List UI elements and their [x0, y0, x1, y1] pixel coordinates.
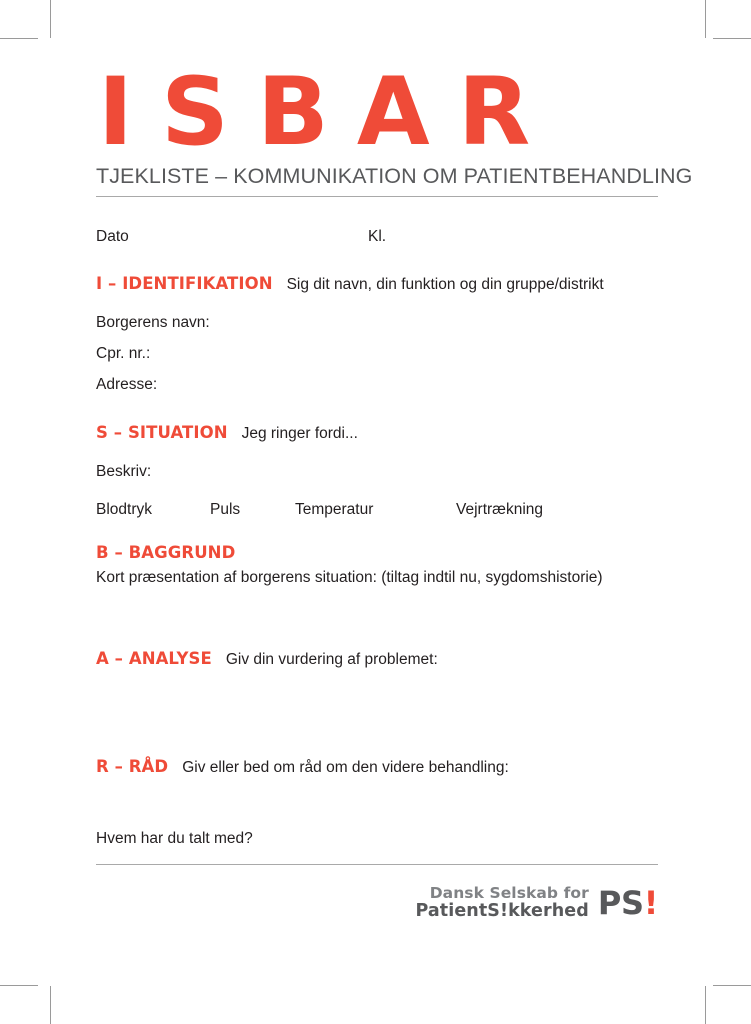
ps-logo [597, 884, 658, 923]
writing-space-analyse [96, 669, 658, 757]
field-beskriv: Beskriv: [96, 463, 152, 480]
crop-mark-bottom-right-horizontal [713, 985, 751, 986]
section-header-raad [96, 757, 658, 777]
crop-mark-bottom-left-horizontal [0, 985, 38, 986]
section-description-situation: Jeg ringer fordi... [241, 425, 358, 442]
section-description-raad: Giv eller bed om råd om den videre behandling: [182, 759, 509, 776]
writing-space-baggrund [96, 587, 658, 649]
field-borgerens-navn: Borgerens navn: [96, 314, 210, 331]
footer-logos [96, 885, 658, 922]
section-description-analyse: Giv din vurdering af problemet: [225, 651, 438, 668]
section-label-raad: R – RÅD [96, 757, 169, 776]
crop-mark-top-left-vertical [50, 0, 51, 38]
field-adresse: Adresse: [96, 376, 158, 393]
crop-mark-bottom-right-vertical [705, 986, 706, 1024]
footer-divider [96, 864, 658, 865]
vital-blodtryk: Blodtryk [96, 501, 152, 518]
isbar-form-sheet [96, 58, 693, 923]
section-body-baggrund: Kort præsentation af borgerens situation: (tiltag indtil nu, sygdomshistorie) [96, 569, 603, 586]
section-header-baggrund [96, 543, 658, 562]
crop-mark-top-right-vertical [705, 0, 706, 38]
closing-question: Hvem har du talt med? [96, 830, 253, 847]
section-label-identifikation: I – IDENTIFIKATION [96, 274, 273, 293]
section-description-identifikation: Sig dit navn, din funktion og din gruppe/distrikt [286, 276, 604, 293]
section-label-analyse: A – ANALYSE [96, 649, 212, 668]
date-label: Dato [96, 228, 129, 245]
date-time-row [96, 228, 658, 246]
section-header-analyse [96, 649, 658, 669]
vital-vejrtraekning: Vejrtrækning [456, 501, 544, 518]
page-subtitle: TJEKLISTE – KOMMUNIKATION OM PATIENTBEHANDLING [96, 164, 658, 197]
ps-logo-bang: ! [643, 884, 658, 923]
ps-logo-text: PS [597, 884, 644, 923]
dansk-selskab-logo [415, 885, 588, 922]
writing-space-raad [96, 777, 658, 830]
crop-mark-top-left-horizontal [0, 38, 38, 39]
section-header-identifikation [96, 274, 658, 294]
vitals-row [96, 501, 658, 519]
page-title: ISBAR [98, 58, 559, 167]
section-label-situation: S – SITUATION [96, 423, 228, 442]
org-line-2: PatientS!kkerhed [415, 901, 589, 922]
crop-mark-bottom-left-vertical [50, 986, 51, 1024]
vital-puls: Puls [210, 501, 241, 518]
crop-mark-top-right-horizontal [713, 38, 751, 39]
section-header-situation [96, 423, 658, 443]
section-label-baggrund: B – BAGGRUND [96, 543, 236, 562]
time-label: Kl. [368, 228, 387, 245]
org-line-1: Dansk Selskab for [429, 884, 589, 902]
vital-temperatur: Temperatur [295, 501, 374, 518]
field-cpr-nr: Cpr. nr.: [96, 345, 151, 362]
